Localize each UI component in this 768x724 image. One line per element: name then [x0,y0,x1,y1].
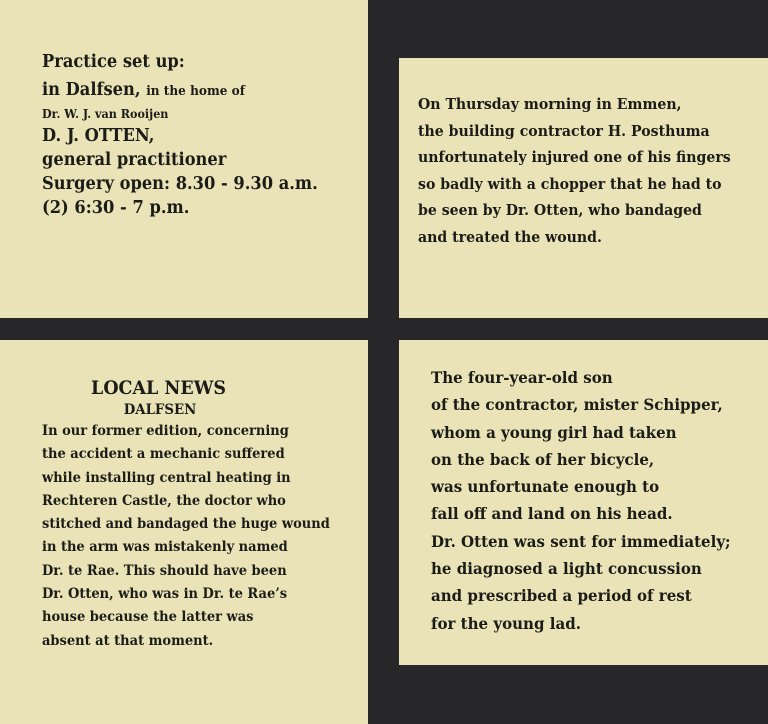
schipper-article-clipping [399,340,768,665]
article-line: of the contractor, mister Schipper, [431,395,723,415]
local-news-heading: LOCAL NEWS [91,377,226,399]
article-line: was unfortunate enough to [431,477,660,497]
article-line: for the young lad. [431,613,581,633]
notice-town: in Dalfsen, [42,80,141,100]
article-line: he diagnosed a light concussion [431,559,702,579]
practice-notice-clipping [0,0,368,318]
article-line: in the arm was mistakenly named [42,539,288,556]
article-line: On Thursday morning in Emmen, [418,95,682,113]
article-line: on the back of her bicycle, [431,449,655,469]
article-line: and prescribed a period of rest [431,586,692,606]
notice-hours-morning: Surgery open: 8.30 - 9.30 a.m. [42,174,318,194]
notice-doctor-name: D. J. OTTEN, [42,126,155,146]
article-line: while installing central heating in [42,469,291,486]
article-line: the building contractor H. Posthuma [418,121,710,140]
article-line: be seen by Dr. Otten, who bandaged [418,201,702,219]
article-line: In our former edition, concerning [42,423,289,439]
notice-profession: general practitioner [42,150,227,170]
article-line: house because the latter was [42,609,254,626]
notice-title: Practice set up: [42,52,185,72]
notice-home-of: in the home of [146,84,245,99]
article-line: Dr. Otten, who was in Dr. te Rae’s [42,586,288,603]
notice-hours-evening: (2) 6:30 - 7 p.m. [42,198,190,218]
article-line: The four-year-old son [431,368,613,387]
local-news-clipping [0,340,368,724]
article-line: Rechteren Castle, the doctor who [42,492,286,509]
local-news-subheading: DALFSEN [123,402,197,418]
emmen-article-clipping [399,58,768,318]
article-line: absent at that moment. [42,632,214,649]
article-line: unfortunately injured one of his fingers [418,148,731,166]
notice-previous-doctor: Dr. W. J. van Rooijen [42,107,169,121]
article-line: fall off and land on his head. [431,504,673,524]
article-line: so badly with a chopper that he had to [418,174,722,193]
article-line: Dr. te Rae. This should have been [42,562,287,579]
article-line: whom a young girl had taken [431,422,677,442]
article-line: stitched and bandaged the huge wound [42,516,330,533]
article-line: and treated the wound. [418,227,602,246]
notice-town-line [42,78,327,104]
article-line: Dr. Otten was sent for immediately; [431,531,731,551]
article-line: the accident a mechanic suffered [42,446,285,463]
